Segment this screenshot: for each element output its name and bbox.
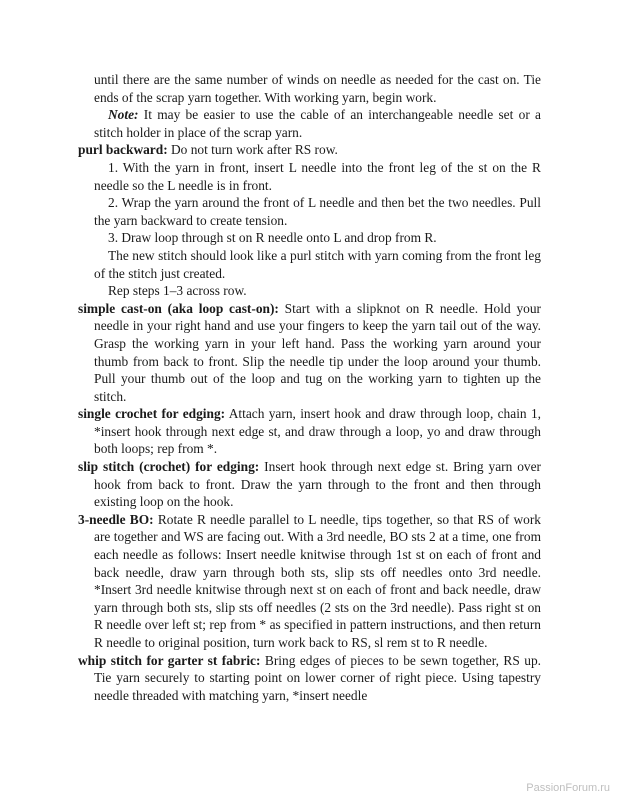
glossary-entry-slip-stitch <box>78 458 541 511</box>
step-item: 3. Draw loop through st on R needle onto L and drop from R. <box>108 230 437 246</box>
note-label: Note: <box>108 107 139 123</box>
glossary-definition: Rotate R needle parallel to L needle, tips together, so that RS of work are together and WS are facing out. With a 3rd needle, BO sts 2 at a time, one from each needle as follows: Insert needle knitwise through 1st st on each of front and back needle, draw yarn through both sts, slip sts off needles onto 3rd needle. *Insert 3rd needle knitwise through next st on each of front and back needle, draw yarn through both sts, slip sts off needles (2 sts on the 3rd needle). Pass right st on R needle over left st; rep from * as specified in pattern instructions, and then return R needle to original position, turn work back to RS, sl rem st to R needle. <box>94 511 541 650</box>
continuation-text: until there are the same number of winds on needle as needed for the cast on. Tie ends of the scrap yarn together. With working yarn, begin work. <box>94 72 541 105</box>
glossary-definition: Do not turn work after RS row. <box>167 142 338 158</box>
continuation-paragraph <box>78 71 541 106</box>
watermark: PassionForum.ru <box>526 782 610 794</box>
glossary-term: slip stitch (crochet) for edging: <box>78 459 260 475</box>
glossary-term: whip stitch for garter st fabric: <box>78 652 261 668</box>
glossary-entry-purl-backward <box>78 141 541 159</box>
note-paragraph <box>78 106 541 141</box>
glossary-term: single crochet for edging: <box>78 406 226 422</box>
step-item: Rep steps 1–3 across row. <box>108 283 247 299</box>
document-page <box>78 71 541 704</box>
glossary-term: simple cast-on (aka loop cast-on): <box>78 300 279 316</box>
glossary-term: 3-needle BO: <box>78 511 154 527</box>
glossary-definition: Bring edges of pieces to be sewn together, RS up. Tie yarn securely to starting point on lower corner of right piece. Using tapestry needle threaded with matching yarn, *insert needle <box>94 652 541 703</box>
step-item: 1. With the yarn in front, insert L needle into the front leg of the st on the R needle so the L needle is in front. <box>94 159 541 193</box>
glossary-definition: Insert hook through next edge st. Bring yarn over hook from back to front. Draw the yarn through to the front and then through existing loop on the hook. <box>94 459 541 510</box>
step-item: 2. Wrap the yarn around the front of L needle and then bet the two needles. Pull the yarn backward to create tension. <box>94 195 541 228</box>
glossary-definition: Start with a slipknot on R needle. Hold your needle in your right hand and use your fingers to keep the yarn tail out of the way. Grasp the working yarn in your left hand. Pass the working yarn around your thumb from back to front. Slip the needle tip under the loop around your thumb. Pull your thumb out of the loop and tug on the working yarn to tighten up the stitch. <box>94 300 541 404</box>
glossary-definition: Attach yarn, insert hook and draw through loop, chain 1, *insert hook through next edge st, and draw through a loop, yo and draw through both loops; rep from *. <box>94 406 541 457</box>
note-text: It may be easier to use the cable of an interchangeable needle set or a stitch holder in place of the scrap yarn. <box>94 107 541 140</box>
glossary-term: purl backward: <box>78 142 168 158</box>
glossary-entry-single-crochet <box>78 405 541 458</box>
glossary-entry-3-needle-bo <box>78 511 541 652</box>
step-item: The new stitch should look like a purl stitch with yarn coming from the front leg of the stitch just created. <box>94 247 541 281</box>
glossary-entry-whip-stitch <box>78 652 541 705</box>
glossary-entry-simple-cast-on <box>78 300 541 406</box>
